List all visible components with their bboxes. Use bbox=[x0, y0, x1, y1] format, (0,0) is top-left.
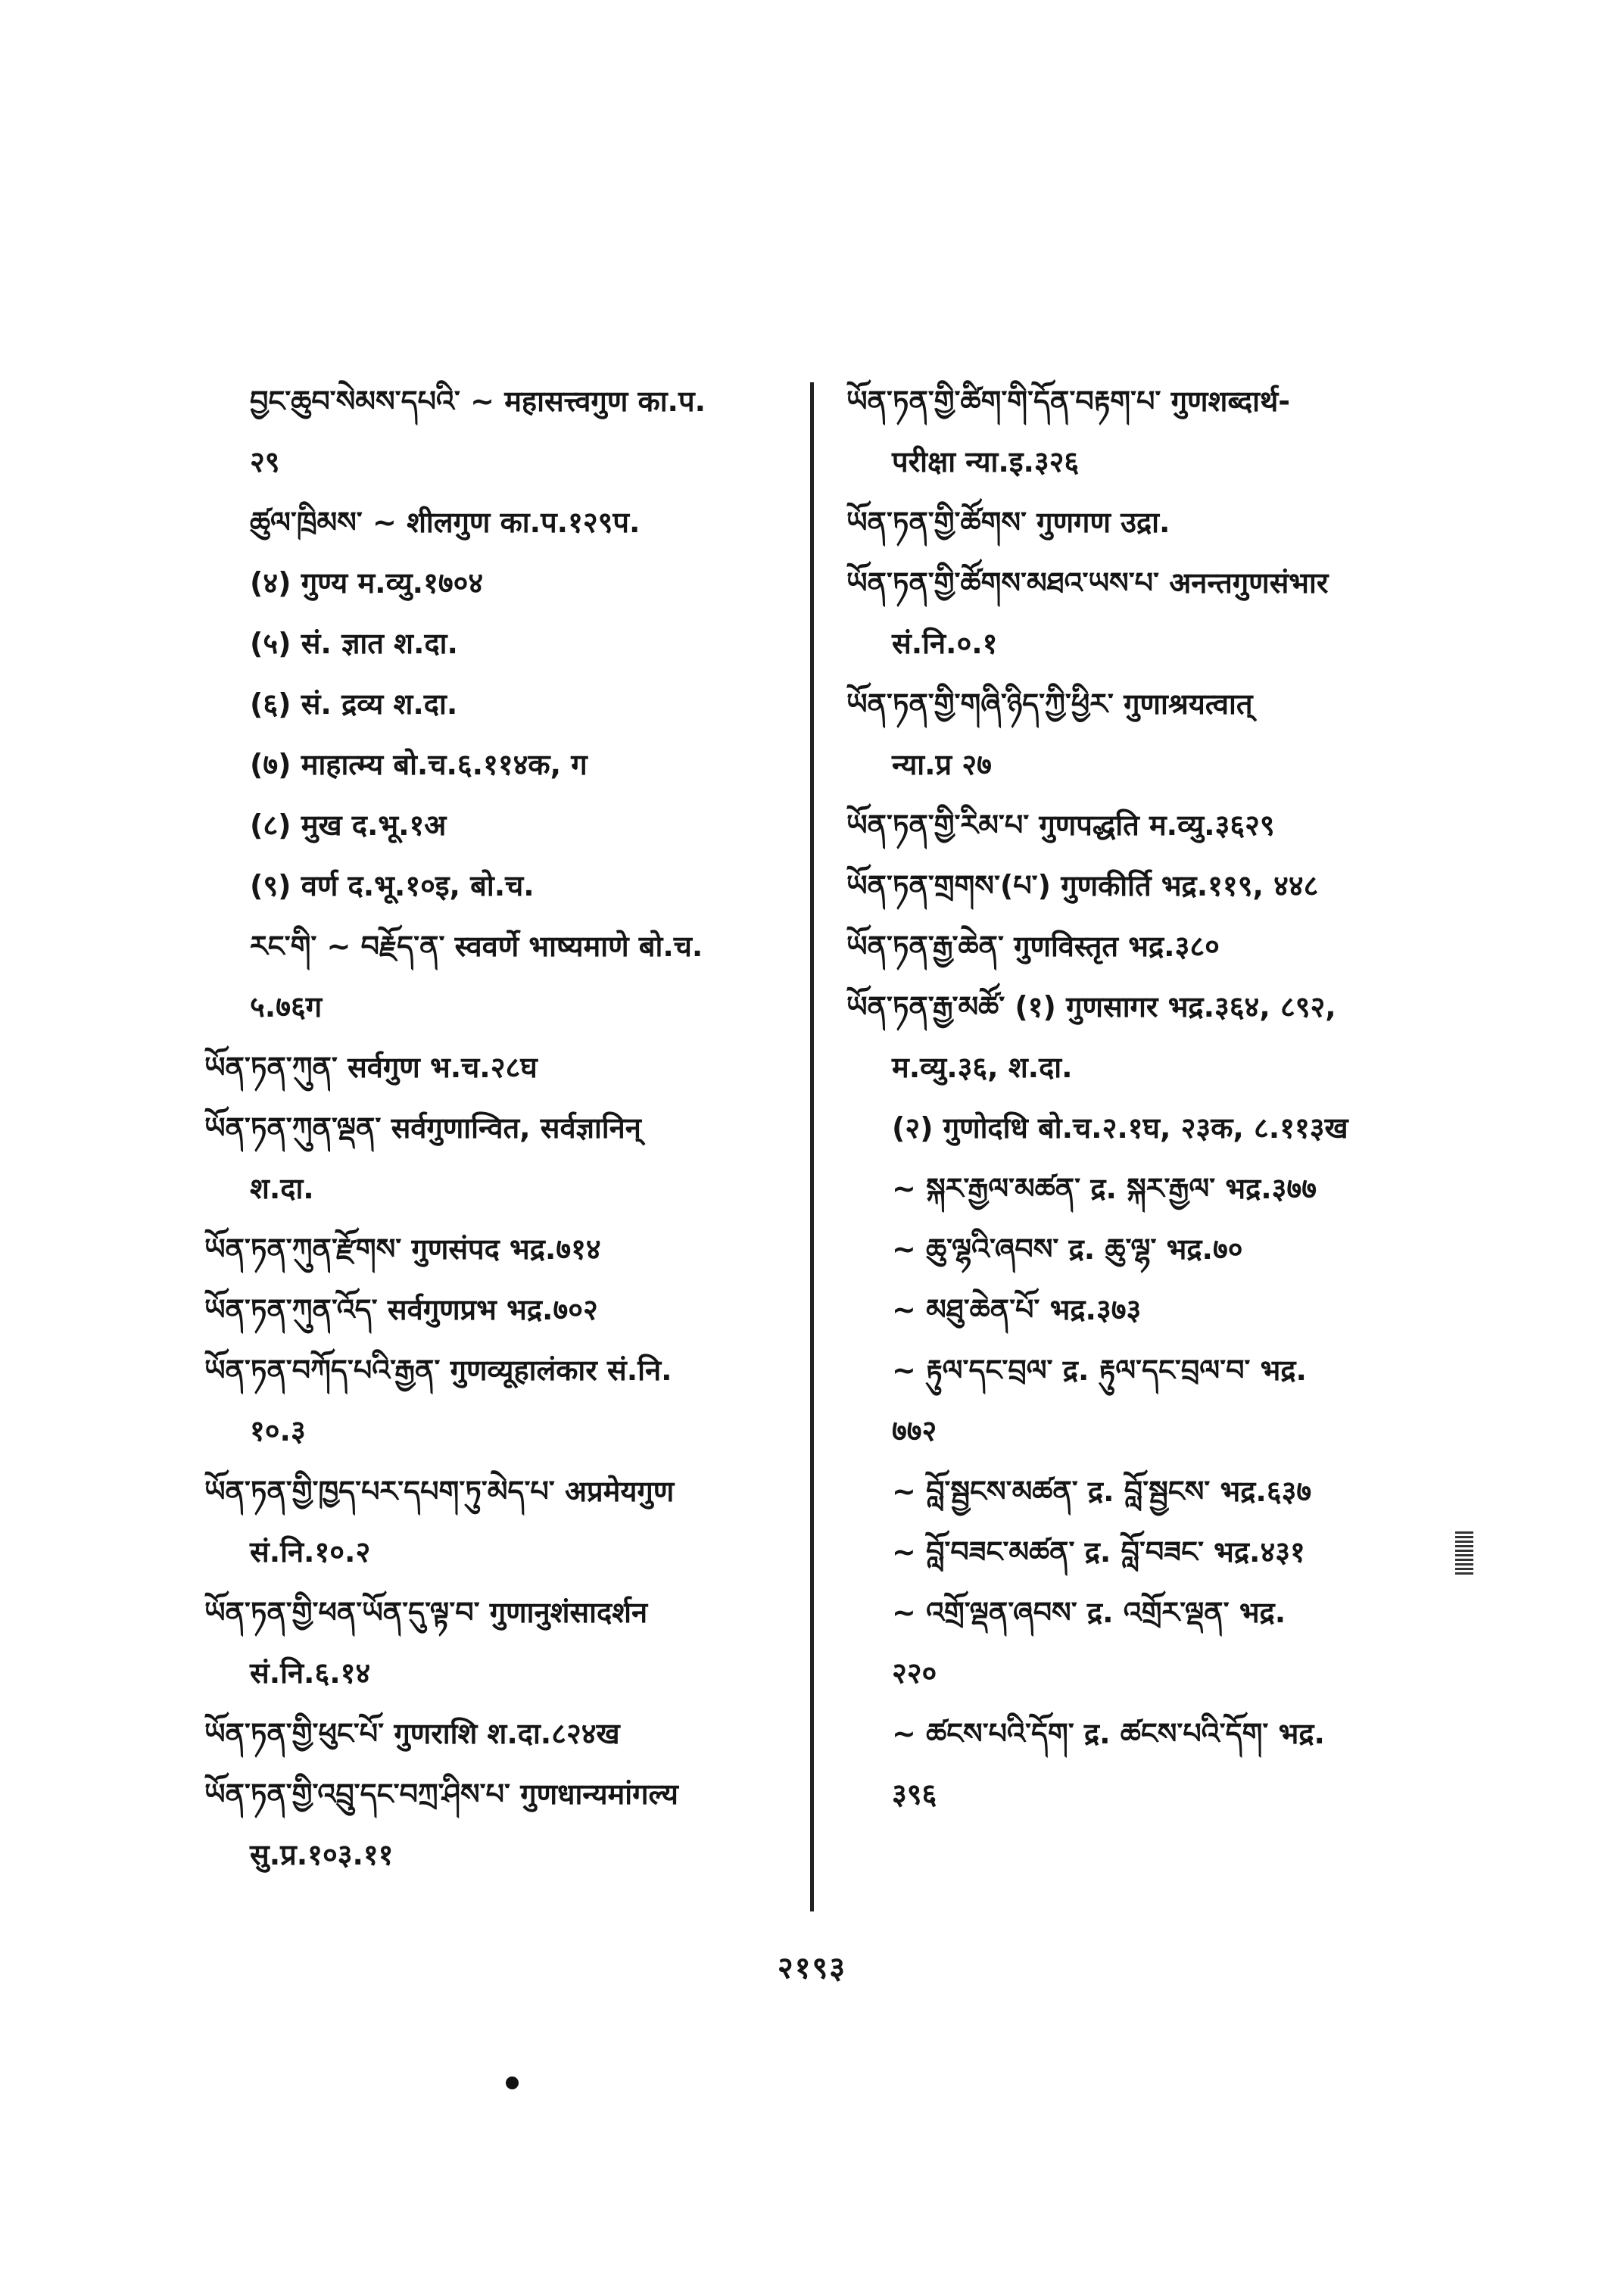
dictionary-line: ཡོན་ཏན་གྲགས་(པ་) गुणकीर्ति भद्र.११९, ४४८ bbox=[846, 869, 1319, 902]
dictionary-line: ~ བློ་སྦྱངས་མཚན་ द्र. བློ་སྦྱངས་ भद्र.६३७ bbox=[892, 1475, 1312, 1508]
dictionary-line: ཡོན་ཏན་གྱི་ཁྱད་པར་དཔག་ཏུ་མེད་པ་ अप्रमेयगुण bbox=[204, 1475, 675, 1508]
dictionary-line: ~ བློ་བཟང་མཚན་ द्र. བློ་བཟང་ भद्र.४३१ bbox=[892, 1535, 1305, 1569]
right-column bbox=[846, 371, 1445, 1824]
dictionary-line: २२० bbox=[892, 1656, 937, 1690]
dictionary-line: ཡོན་ཏན་གྱི་འབྲུ་དང་བཀྲ་ཤིས་པ་ गुणधान्यमांगल्य bbox=[204, 1777, 678, 1811]
dictionary-line: न्या.प्र २७ bbox=[892, 748, 992, 781]
page-number: २१९३ bbox=[777, 1951, 847, 1986]
dictionary-line: ཚུལ་ཁྲིམས་ ~ शीलगुण का.प.१२९प. bbox=[250, 506, 641, 539]
dictionary-line: ཡོན་ཏན་གྱི་ཕན་ཡོན་དུ་ལྟ་བ་ गुणानुशंसादर्शन bbox=[204, 1596, 648, 1629]
dictionary-line: (९) वर्ण द.भू.१०इ, बो.च. bbox=[250, 869, 535, 902]
dictionary-line: ~ སྐར་རྒྱལ་མཚན་ द्र. སྐར་རྒྱལ་ भद्र.३७७ bbox=[892, 1172, 1317, 1205]
dictionary-line: ५.७६ग bbox=[250, 990, 323, 1023]
margin-mark bbox=[1455, 1531, 1473, 1575]
dictionary-line: (२) गुणोदधि बो.च.२.१घ, २३क, ८.११३ख bbox=[892, 1111, 1348, 1145]
dictionary-line: ~ འགྲོ་ལྡན་ཞབས་ द्र. འགྲོར་ལྡན་ भद्र. bbox=[892, 1596, 1286, 1629]
dictionary-line: ཡོན་ཏན་ཀུན་ सर्वगुण भ.च.२८घ bbox=[204, 1051, 538, 1084]
dictionary-line: ཡོན་ཏན་གྱི་ཚོགས་མཐའ་ཡས་པ་ अनन्तगुणसंभार bbox=[846, 566, 1329, 600]
dictionary-line: ཡོན་ཏན་རྒྱ་ཆེན་ गुणविस्तृत भद्र.३८० bbox=[846, 930, 1220, 963]
dictionary-line: ཡོན་ཏན་རྒྱ་མཚོ་ (१) गुणसागर भद्र.३६४, ८९२, bbox=[846, 990, 1336, 1023]
ink-dot bbox=[506, 2076, 519, 2089]
dictionary-line: ~ ཚངས་པའི་དོག་ द्र. ཚངས་པའི་དོག་ भद्र. bbox=[892, 1717, 1325, 1750]
dictionary-line: सु.प्र.१०३.११ bbox=[250, 1838, 394, 1871]
dictionary-line: ཡོན་ཏན་གྱི་ཚོགས་ गुणगण उद्रा. bbox=[846, 506, 1170, 539]
dictionary-line: म.व्यु.३६, श.दा. bbox=[892, 1051, 1073, 1084]
dictionary-line: परीक्षा न्या.इ.३२६ bbox=[892, 445, 1080, 478]
dictionary-line: (७) माहात्म्य बो.च.६.११४क, ग bbox=[250, 748, 588, 781]
column-divider bbox=[810, 382, 814, 1911]
dictionary-line: सं.नि.१०.२ bbox=[250, 1535, 371, 1569]
dictionary-line: ཡོན་ཏན་ཀུན་འོད་ सर्वगुणप्रभ भद्र.७०२ bbox=[204, 1293, 598, 1326]
dictionary-line: १०.३ bbox=[250, 1414, 306, 1447]
dictionary-line: ཡོན་ཏན་གྱི་ཚིག་གི་དོན་བརྟག་པ་ गुणशब्दार्थ- bbox=[846, 385, 1291, 418]
dictionary-line: ཡོན་ཏན་གྱི་རིམ་པ་ गुणपद्धति म.व्यु.३६२९ bbox=[846, 808, 1275, 842]
dictionary-line: ཡོན་ཏན་གྱི་ཕུང་པོ་ गुणराशि श.दा.८२४ख bbox=[204, 1717, 620, 1750]
left-column bbox=[204, 371, 795, 1885]
dictionary-line: (४) गुण्य म.व्यु.१७०४ bbox=[250, 566, 484, 600]
dictionary-line: ཡོན་ཏན་བཀོད་པའི་རྒྱན་ गुणव्यूहालंकार सं.नि. bbox=[204, 1354, 672, 1387]
dictionary-line: ~ ཆུ་ལྷའི་ཞབས་ द्र. ཆུ་ལྷ་ भद्र.७० bbox=[892, 1232, 1243, 1266]
dictionary-line: (८) मुख द.भू.१अ bbox=[250, 808, 447, 842]
dictionary-line: (६) सं. द्रव्य श.दा. bbox=[250, 687, 458, 721]
dictionary-line: (५) सं. ज्ञात श.दा. bbox=[250, 627, 458, 660]
dictionary-line: ७७२ bbox=[892, 1414, 937, 1447]
dictionary-line: सं.नि.०.१ bbox=[892, 627, 998, 660]
dictionary-line: ཡོན་ཏན་ཀུན་ལྡན་ सर्वगुणान्वित, सर्वज्ञानिन् bbox=[204, 1111, 641, 1145]
dictionary-line: བྱང་ཆུབ་སེམས་དཔའི་ ~ महासत्त्वगुण का.प. bbox=[250, 385, 706, 418]
dictionary-line: ཡོན་ཏན་ཀུན་རྫོགས་ गुणसंपद भद्र.७१४ bbox=[204, 1232, 601, 1266]
dictionary-line: ~ མཐུ་ཆེན་པོ་ भद्र.३७३ bbox=[892, 1293, 1142, 1326]
dictionary-line: सं.नि.६.१४ bbox=[250, 1656, 371, 1690]
dictionary-line: ~ རྟུལ་དང་བྲལ་ द्र. རྟུལ་དང་བྲལ་བ་ भद्र. bbox=[892, 1354, 1307, 1387]
dictionary-line: ཡོན་ཏན་གྱི་གཞི་ཉིད་ཀྱི་ཕྱིར་ गुणाश्रयत्वात् bbox=[846, 687, 1253, 721]
dictionary-line: श.दा. bbox=[250, 1172, 314, 1205]
dictionary-line: རང་གི་ ~ བརྗོད་ན་ स्ववर्णे भाष्यमाणे बो.च. bbox=[250, 930, 703, 963]
dictionary-line: ३९६ bbox=[892, 1777, 937, 1811]
dictionary-line: २९ bbox=[250, 445, 280, 478]
